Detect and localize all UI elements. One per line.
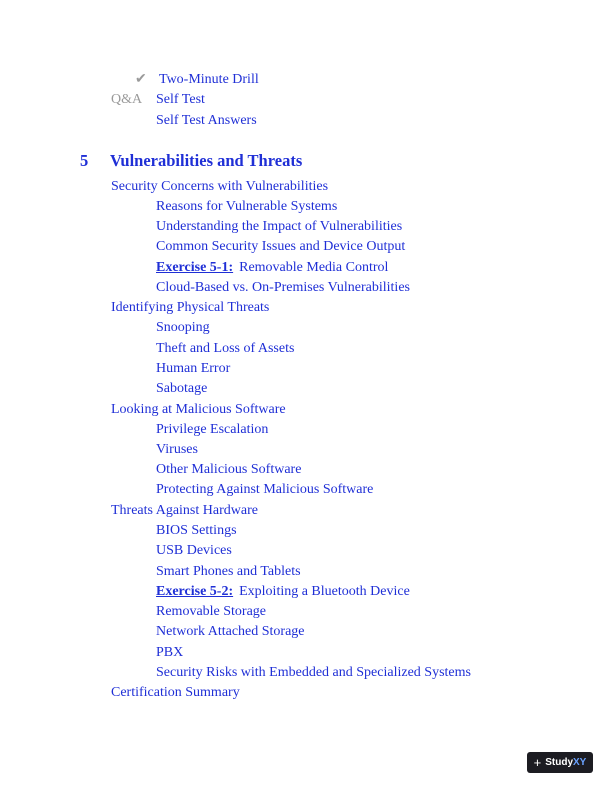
brand-name: StudyXY	[545, 757, 587, 768]
toc-section[interactable]: Identifying Physical Threats	[111, 300, 270, 315]
exercise-title: Exploiting a Bluetooth Device	[239, 584, 410, 599]
chapter-number: 5	[80, 151, 89, 170]
toc-entry[interactable]: Network Attached Storage	[156, 624, 305, 639]
toc-exercise-entry[interactable]	[156, 584, 410, 600]
exercise-label: Exercise 5-2:	[156, 584, 234, 599]
toc-section[interactable]: Security Concerns with Vulnerabilities	[111, 179, 329, 194]
toc-section[interactable]: Looking at Malicious Software	[111, 402, 286, 417]
toc-entry[interactable]: Smart Phones and Tablets	[156, 564, 301, 579]
toc-entry[interactable]: Security Risks with Embedded and Specialized Systems	[156, 665, 471, 680]
studyxy-badge[interactable]	[527, 752, 593, 773]
exercise-label: Exercise 5-1:	[156, 260, 234, 275]
toc-entry[interactable]: Understanding the Impact of Vulnerabilities	[156, 219, 403, 234]
toc-entry[interactable]: Other Malicious Software	[156, 462, 302, 477]
toc-entry[interactable]: Sabotage	[156, 381, 208, 396]
toc-exercise-entry[interactable]	[156, 260, 388, 276]
chapter-title[interactable]: Vulnerabilities and Threats	[110, 151, 303, 170]
toc-entry-self-test[interactable]: Self Test	[156, 92, 205, 107]
toc-section[interactable]: Threats Against Hardware	[111, 503, 258, 518]
qa-label: Q&A	[111, 92, 143, 107]
toc-entry[interactable]: Protecting Against Malicious Software	[156, 482, 374, 497]
toc-entry[interactable]: BIOS Settings	[156, 523, 237, 538]
toc-entry-two-minute-drill[interactable]: Two-Minute Drill	[159, 72, 259, 87]
toc-entry[interactable]: Human Error	[156, 361, 231, 376]
toc-entry[interactable]: PBX	[156, 645, 184, 660]
exercise-title: Removable Media Control	[239, 260, 389, 275]
toc-entry[interactable]: Removable Storage	[156, 604, 267, 619]
toc-section[interactable]: Certification Summary	[111, 685, 240, 700]
check-icon: ✔	[135, 72, 147, 87]
toc-entry[interactable]: Theft and Loss of Assets	[156, 341, 295, 356]
toc-entry[interactable]: Common Security Issues and Device Output	[156, 239, 406, 254]
toc-entry[interactable]: Privilege Escalation	[156, 422, 269, 437]
toc-entry[interactable]: Snooping	[156, 320, 210, 335]
toc-entry-self-test-answers[interactable]: Self Test Answers	[156, 113, 257, 128]
toc-entry[interactable]: Reasons for Vulnerable Systems	[156, 199, 338, 214]
toc-entry[interactable]: Cloud-Based vs. On-Premises Vulnerabilities	[156, 280, 410, 295]
toc-entry[interactable]: Viruses	[156, 442, 198, 457]
plus-icon: +	[533, 755, 542, 770]
toc-entry[interactable]: USB Devices	[156, 543, 232, 558]
